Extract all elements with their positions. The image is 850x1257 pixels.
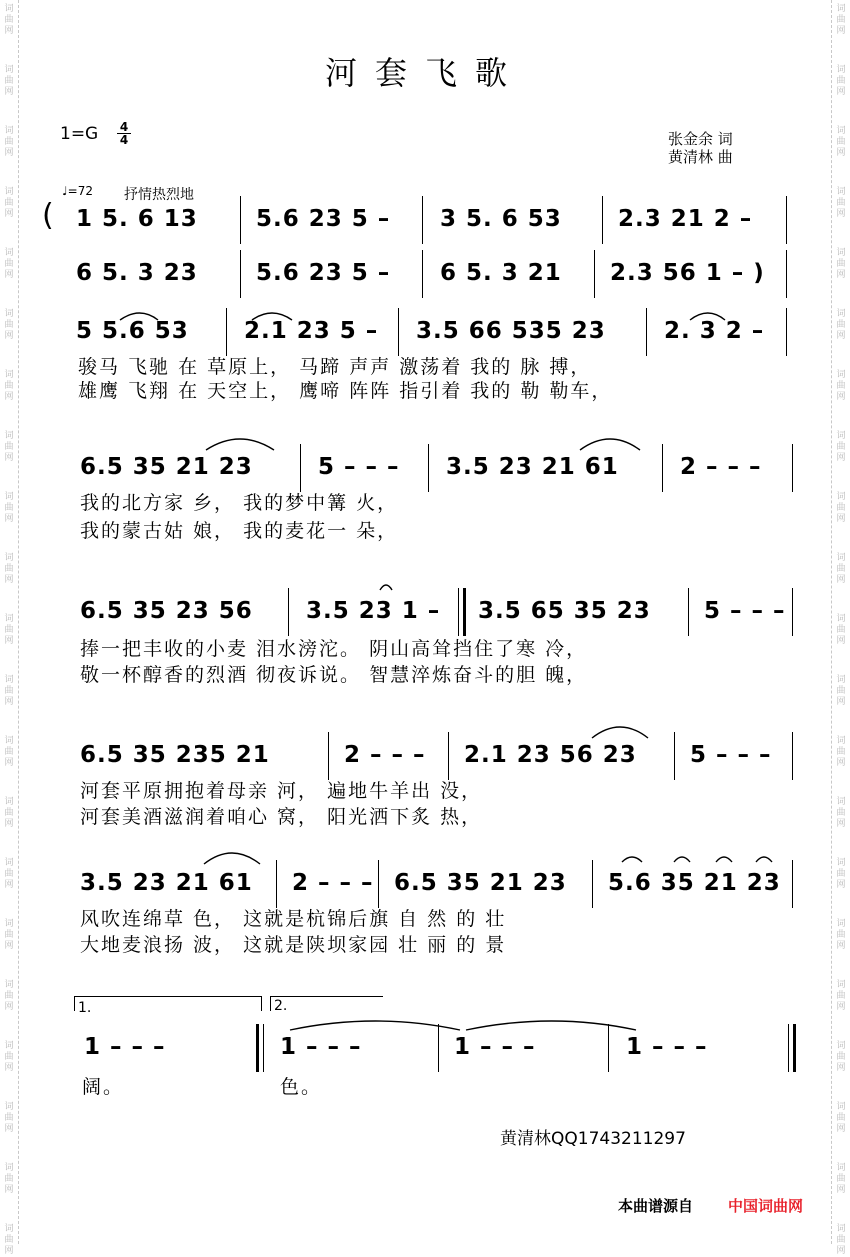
barline [378, 860, 379, 908]
watermark-glyphs: 词 曲 网 [836, 248, 846, 280]
time-signature-top: 4 [117, 121, 131, 134]
barline [792, 444, 793, 492]
lyric-verse-1: 我的北方家 乡， 我的梦中篝 火， [80, 492, 399, 514]
fermata-mark [0, 574, 850, 596]
watermark-glyphs: 词 曲 网 [836, 919, 846, 951]
watermark-glyphs: 词 曲 网 [836, 1041, 846, 1073]
measure: 5.6 23 5 – [256, 260, 391, 286]
lyric-verse-1: 捧一把丰收的小麦 泪水滂沱。 阴山高耸挡住了寒 冷， [80, 638, 588, 660]
watermark-glyphs: 词 曲 网 [836, 431, 846, 463]
repeat-start-barline [458, 588, 466, 636]
barline [688, 588, 689, 636]
measure: 5.6 23 5 – [256, 206, 391, 232]
measure: 3.5 65 35 23 [478, 598, 651, 624]
measure: 3.5 23 1 – [306, 598, 441, 624]
barline [646, 308, 647, 356]
watermark-glyphs: 词 曲 网 [836, 675, 846, 707]
watermark-glyphs: 词 曲 网 [836, 614, 846, 646]
barline [602, 196, 603, 244]
measure: 5 – – – [704, 598, 786, 624]
measure: 5 – – – [318, 454, 400, 480]
watermark-glyphs: 词 曲 网 [836, 858, 846, 890]
measure: 2 – – – [292, 870, 374, 896]
repeat-open-paren: ( [42, 198, 54, 233]
measure: 6 5. 3 23 [76, 260, 198, 286]
lyricist-credit: 张金余 词 [668, 130, 733, 148]
barline [592, 860, 593, 908]
measure: 3.5 66 535 23 [416, 318, 606, 344]
time-signature-bottom: 4 [119, 133, 129, 147]
barline [240, 250, 241, 298]
measure: 6.5 35 23 56 [80, 598, 253, 624]
watermark-glyphs: 词 曲 网 [4, 187, 14, 219]
watermark-glyphs: 词 曲 网 [4, 858, 14, 890]
barline [674, 732, 675, 780]
composer-credit: 黄清林 曲 [668, 148, 733, 166]
slur-marks [0, 432, 850, 454]
measure: 2.3 56 1 – ) [610, 260, 765, 286]
barline [240, 196, 241, 244]
watermark-glyphs: 词 曲 网 [4, 1163, 14, 1195]
watermark-glyphs: 词 曲 网 [4, 4, 14, 36]
barline [792, 860, 793, 908]
barline [792, 588, 793, 636]
barline [786, 250, 787, 298]
watermark-glyphs: 词 曲 网 [836, 126, 846, 158]
measure: 2.3 21 2 – [618, 206, 753, 232]
watermark-glyphs: 词 曲 网 [4, 1224, 14, 1256]
lyric-verse-2: 雄鹰 飞翔 在 天空上， 鹰啼 阵阵 指引着 我的 勒 勒车， [78, 380, 613, 402]
barline [276, 860, 277, 908]
measure: 5 5.6 53 [76, 318, 189, 344]
arranger-signature: 黄清林QQ1743211297 [500, 1129, 686, 1149]
watermark-glyphs: 词 曲 网 [836, 187, 846, 219]
measure: 6.5 35 235 21 [80, 742, 270, 768]
lyric-verse-2: 河套美酒滋润着咱心 窝， 阳光洒下炙 热， [80, 806, 483, 828]
watermark-glyphs: 词 曲 网 [4, 980, 14, 1012]
measure: 6 5. 3 21 [440, 260, 562, 286]
watermark-glyphs: 词 曲 网 [836, 1224, 846, 1256]
watermark-glyphs: 词 曲 网 [4, 1102, 14, 1134]
watermark-glyphs: 词 曲 网 [4, 309, 14, 341]
expression-marking: 抒情热烈地 [124, 187, 194, 203]
watermark-glyphs: 词 曲 网 [4, 614, 14, 646]
watermark-glyphs: 词 曲 网 [4, 65, 14, 97]
source-site-link[interactable]: 中国词曲网 [728, 1197, 804, 1215]
second-ending-label: 2. [274, 998, 288, 1014]
measure: 2 – – – [344, 742, 426, 768]
barline [786, 196, 787, 244]
barline [448, 732, 449, 780]
barline [300, 444, 301, 492]
measure: 1 5. 6 13 [76, 206, 198, 232]
barline [594, 250, 595, 298]
lyric-verse-2: 大地麦浪扬 波， 这就是陕坝家园 壮 丽 的 景 [80, 934, 507, 956]
measure: 2 – – – [680, 454, 762, 480]
measure: 1 – – – [280, 1034, 362, 1060]
lyric-verse-1: 骏马 飞驰 在 草原上， 马蹄 声声 激荡着 我的 脉 搏， [78, 356, 592, 378]
first-ending-bracket [74, 996, 262, 1011]
barline [226, 308, 227, 356]
watermark-glyphs: 词 曲 网 [836, 370, 846, 402]
watermark-glyphs: 词 曲 网 [836, 553, 846, 585]
measure: 1 – – – [454, 1034, 536, 1060]
watermark-glyphs: 词 曲 网 [836, 1102, 846, 1134]
measure: 3.5 23 21 61 [446, 454, 619, 480]
barline [398, 308, 399, 356]
lyric-verse-2: 敬一杯醇香的烈酒 彻夜诉说。 智慧淬炼奋斗的胆 魄， [80, 664, 588, 686]
watermark-glyphs: 词 曲 网 [836, 980, 846, 1012]
watermark-glyphs: 词 曲 网 [4, 431, 14, 463]
measure: 6.5 35 21 23 [394, 870, 567, 896]
source-label: 本曲谱源自 [618, 1197, 694, 1215]
measure: 6.5 35 21 23 [80, 454, 253, 480]
measure: 2. 3 2 – [664, 318, 765, 344]
watermark-glyphs: 词 曲 网 [4, 736, 14, 768]
measure: 3 5. 6 53 [440, 206, 562, 232]
measure: 5.6 35 21 23 [608, 870, 781, 896]
watermark-glyphs: 词 曲 网 [836, 1163, 846, 1195]
barline [428, 444, 429, 492]
measure: 1 – – – [84, 1034, 166, 1060]
watermark-glyphs: 词 曲 网 [4, 675, 14, 707]
watermark-glyphs: 词 曲 网 [4, 370, 14, 402]
measure: 2.1 23 56 23 [464, 742, 637, 768]
lyric-ending-2: 色。 [280, 1076, 323, 1098]
barline [288, 588, 289, 636]
measure: 3.5 23 21 61 [80, 870, 253, 896]
lyric-verse-2: 我的蒙古姑 娘， 我的麦花一 朵， [80, 520, 399, 542]
watermark-glyphs: 词 曲 网 [836, 65, 846, 97]
lyric-ending-1: 阔。 [82, 1076, 125, 1098]
barline [422, 196, 423, 244]
watermark-glyphs: 词 曲 网 [836, 797, 846, 829]
watermark-glyphs: 词 曲 网 [836, 4, 846, 36]
first-ending-label: 1. [78, 1000, 92, 1016]
time-signature [117, 121, 131, 146]
barline [662, 444, 663, 492]
barline [422, 250, 423, 298]
watermark-glyphs: 词 曲 网 [4, 919, 14, 951]
watermark-glyphs: 词 曲 网 [836, 736, 846, 768]
barline [438, 1024, 439, 1072]
measure: 1 – – – [626, 1034, 708, 1060]
barline [792, 732, 793, 780]
final-barline [788, 1024, 796, 1072]
repeat-end-barline [256, 1024, 264, 1072]
barline [328, 732, 329, 780]
barline [786, 308, 787, 356]
song-title: 河套飞歌 [324, 54, 525, 92]
watermark-glyphs: 词 曲 网 [836, 492, 846, 524]
tempo-marking: ♩=72 [62, 184, 93, 198]
watermark-glyphs: 词 曲 网 [4, 248, 14, 280]
barline [608, 1024, 609, 1072]
measure: 5 – – – [690, 742, 772, 768]
watermark-glyphs: 词 曲 网 [4, 1041, 14, 1073]
measure: 2.1 23 5 – [244, 318, 379, 344]
key-signature: 1=G [60, 124, 99, 144]
watermark-glyphs: 词 曲 网 [4, 492, 14, 524]
watermark-glyphs: 词 曲 网 [4, 797, 14, 829]
slur-marks [0, 846, 850, 868]
watermark-glyphs: 词 曲 网 [4, 126, 14, 158]
slur-marks [0, 720, 850, 742]
lyric-verse-1: 河套平原拥抱着母亲 河， 遍地牛羊出 没， [80, 780, 483, 802]
watermark-glyphs: 词 曲 网 [836, 309, 846, 341]
lyric-verse-1: 风吹连绵草 色， 这就是杭锦后旗 自 然 的 壮 [80, 908, 507, 930]
watermark-glyphs: 词 曲 网 [4, 553, 14, 585]
